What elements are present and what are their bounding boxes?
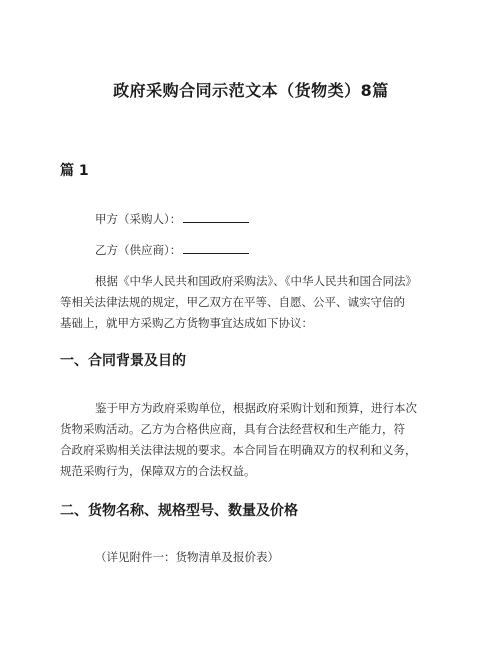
party-a-blank <box>183 212 249 223</box>
party-b-label: 乙方（供应商）： <box>95 243 182 257</box>
party-b-line <box>95 242 249 258</box>
section-2-note: （详见附件一：货物清单及报价表） <box>95 550 279 564</box>
document-title: 政府采购合同示范文本（货物类）8篇 <box>113 81 389 100</box>
section-1-line-4: 规范采购行为，保障双方的合法权益。 <box>60 464 256 478</box>
part-heading: 篇 1 <box>60 163 89 179</box>
section-2-heading: 二、货物名称、规格型号、数量及价格 <box>60 503 298 519</box>
intro-line-1: 根据《中华人民共和国政府采购法》、《中华人民共和国合同法》 <box>95 274 417 288</box>
intro-line-3: 基础上，就甲方采购乙方货物事宜达成如下协议： <box>60 316 313 330</box>
section-1-line-1: 鉴于甲方为政府采购单位，根据政府采购计划和预算，进行本次 <box>95 401 417 415</box>
intro-line-2: 等相关法律法规的规定，甲乙双方在平等、自愿、公平、诚实守信的 <box>60 295 405 309</box>
section-1-line-3: 合政府采购相关法律法规的要求。本合同旨在明确双方的权利和义务， <box>60 443 417 457</box>
party-b-blank <box>183 243 249 254</box>
section-1-line-2: 货物采购活动。乙方为合格供应商，具有合法经营权和生产能力，符 <box>60 422 405 436</box>
section-1-heading: 一、合同背景及目的 <box>60 353 186 369</box>
party-a-label: 甲方（采购人）： <box>95 212 182 226</box>
party-a-line <box>95 211 249 227</box>
